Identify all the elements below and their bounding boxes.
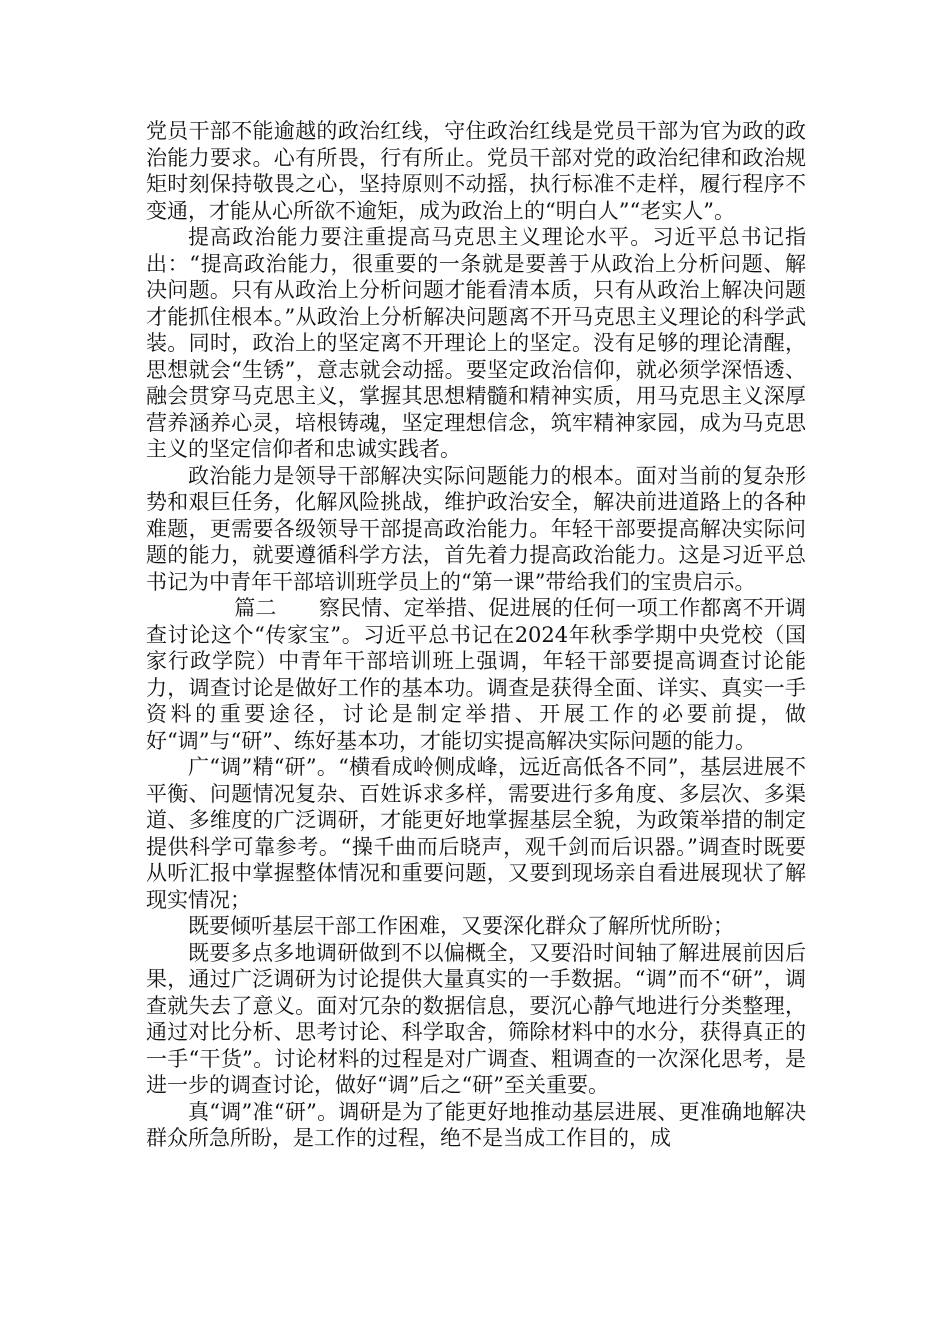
paragraph-1: 党员干部不能逾越的政治红线，守住政治红线是党员干部为官为政的政治能力要求。心有所畏，行有所止。党员干部对党的政治纪律和政治规矩时刻保持敬畏之心，坚持原则不动摇，执行标准不走样，履行程序不变通，才能从心所欲不逾矩，成为政治上的“明白人”“老实人”。 [146,119,806,223]
paragraph-4-section-two: 篇二 察民情、定举措、促进展的任何一项工作都离不开调查讨论这个“传家宝”。习近平总书记在2024年秋季学期中央党校（国家行政学院）中青年干部培训班上强调，年轻干部要提高调查讨论能力，调查讨论是做好工作的基本功。调查是获得全面、详实、真实一手资料的重要途径，讨论是制定举措、开展工作的必要前提，做好“调”与“研”、练好基本功，才能切实提高解决实际问题的能力。 [146,596,806,753]
paragraph-5: 广“调”精“研”。“横看成岭侧成峰，远近高低各不同”，基层进展不平衡、问题情况复杂、百姓诉求多样，需要进行多角度、多层次、多渠道、多维度的广泛调研，才能更好地掌握基层全貌，为政策举措的制定提供科学可靠参考。“操千曲而后晓声，观千剑而后识器。”调查时既要从听汇报中掌握整体情况和重要问题，又要到现场亲自看进展现状了解现实情况； [146,755,806,912]
paragraph-6: 既要倾听基层干部工作困难，又要深化群众了解所忧所盼； [188,914,734,938]
paragraph-3: 政治能力是领导干部解决实际问题能力的根本。面对当前的复杂形势和艰巨任务，化解风险挑战，维护政治安全，解决前进道路上的各种难题，更需要各级领导干部提高政治能力。年轻干部要提高解决实际问题的能力，就要遵循科学方法，首先着力提高政治能力。这是习近平总书记为中青年干部培训班学员上的“第一课”带给我们的宝贵启示。 [146,463,806,594]
document-body [146,118,806,1152]
paragraph-8: 真“调”准“研”。调研是为了能更好地推动基层进展、更准确地解决群众所急所盼，是工作的过程，绝不是当成工作目的，成 [146,1099,806,1150]
paragraph-7: 既要多点多地调研做到不以偏概全，又要沿时间轴了解进展前因后果，通过广泛调研为讨论提供大量真实的一手数据。“调”而不“研”，调查就失去了意义。面对冗杂的数据信息，要沉心静气地进行分类整理，通过对比分析、思考讨论、科学取舍，筛除材料中的水分，获得真正的一手“干货”。讨论材料的过程是对广调查、粗调查的一次深化思考，是进一步的调查讨论，做好“调”后之“研”至关重要。 [146,940,806,1097]
paragraph-2: 提高政治能力要注重提高马克思主义理论水平。习近平总书记指出：“提高政治能力，很重要的一条就是要善于从政治上分析问题、解决问题。只有从政治上分析问题才能看清本质，只有从政治上解决问题才能抓住根本。”从政治上分析解决问题离不开马克思主义理论的科学武装。同时，政治上的坚定离不开理论上的坚定。没有足够的理论清醒，思想就会“生锈”，意志就会动摇。要坚定政治信仰，就必须学深悟透、融会贯穿马克思主义，掌握其思想精髓和精神实质，用马克思主义深厚营养涵养心灵，培根铸魂，坚定理想信念，筑牢精神家园，成为马克思主义的坚定信仰者和忠诚实践者。 [146,225,806,461]
